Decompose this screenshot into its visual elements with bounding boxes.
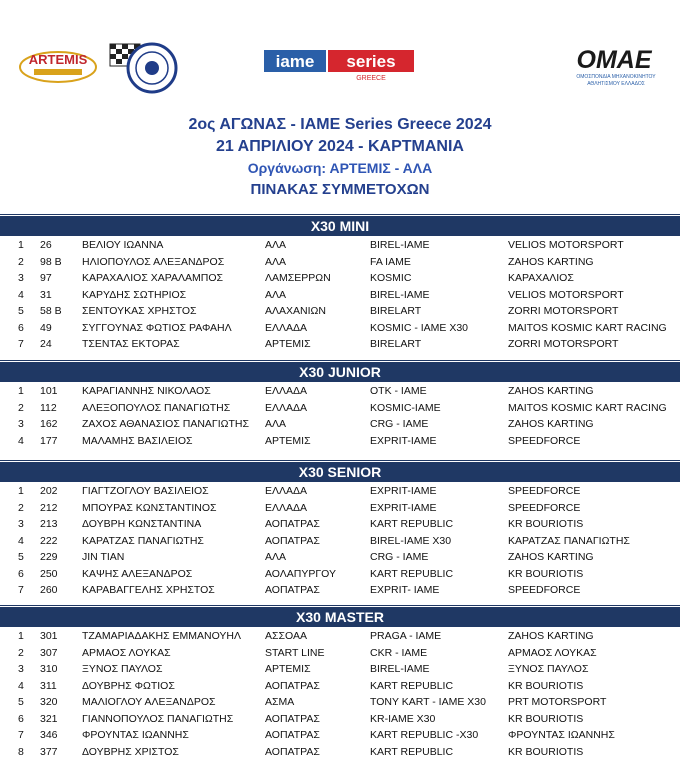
entry-number: 346	[40, 729, 58, 741]
driver-club: ΕΛΛΑΔΑ	[265, 401, 308, 414]
driver-club: ΕΛΛΑΔΑ	[265, 321, 308, 334]
entry-number: 301	[40, 630, 58, 642]
entry-position: 1	[18, 630, 24, 642]
kart-chassis: KOSMIC - IAME X30	[370, 321, 469, 334]
svg-text:GREECE: GREECE	[356, 75, 386, 82]
entry-row	[0, 303, 680, 320]
entry-row	[0, 483, 680, 500]
driver-club: START LINE	[265, 646, 325, 659]
entry-position: 5	[18, 696, 24, 708]
entry-row	[0, 549, 680, 566]
club-crest-logo	[108, 38, 180, 96]
entry-position: 3	[18, 272, 24, 284]
svg-text:iame: iame	[275, 52, 315, 71]
driver-name: ΜΠΟΥΡΑΣ ΚΩΝΣΤΑΝΤΙΝΟΣ	[82, 501, 217, 514]
team-name: KR BOURIOTIS	[508, 567, 584, 580]
team-name: KR BOURIOTIS	[508, 712, 584, 725]
entry-position: 6	[18, 712, 24, 725]
entry-row	[0, 694, 680, 711]
driver-name: ΤΣΕΝΤΑΣ ΕΚΤΟΡΑΣ	[82, 338, 180, 350]
driver-name: ΔΟΥΒΡΗΣ ΧΡΙΣΤΟΣ	[82, 745, 179, 758]
driver-club: ΑΟΠΑΤΡΑΣ	[265, 584, 320, 596]
category-header: X30 MINI	[0, 216, 680, 236]
entry-number: 320	[40, 696, 58, 708]
svg-text:ΑΘΛΗΤΙΣΜΟΥ ΕΛΛΑΔΟΣ: ΑΘΛΗΤΙΣΜΟΥ ΕΛΛΑΔΟΣ	[587, 81, 645, 87]
entry-position: 1	[18, 239, 24, 251]
driver-club: ΕΛΛΑΔΑ	[265, 501, 308, 514]
entry-row	[0, 516, 680, 533]
kart-chassis: CRG - IAME	[370, 551, 429, 563]
driver-name: ΚΑΡΑΓΙΑΝΝΗΣ ΝΙΚΟΛΑΟΣ	[82, 385, 211, 397]
entry-number: 310	[40, 663, 58, 675]
entry-position: 2	[18, 401, 24, 414]
driver-club: ΑΣΣΟΑΑ	[265, 630, 307, 642]
entry-row	[0, 320, 680, 337]
team-name: SPEEDFORCE	[508, 584, 581, 596]
entry-number: 24	[40, 338, 52, 350]
entry-number: 377	[40, 745, 58, 758]
entry-position: 3	[18, 663, 24, 675]
entry-row	[0, 533, 680, 550]
entry-position: 5	[18, 551, 24, 563]
kart-chassis: BIREL-IAME	[370, 663, 430, 675]
kart-chassis: OTK - IAME	[370, 385, 427, 397]
team-name: ΚΑΡΑΧΑΛΙΟΣ	[508, 272, 574, 284]
entry-row	[0, 645, 680, 662]
kart-chassis: EXPRIT- IAME	[370, 584, 440, 596]
entry-position: 3	[18, 518, 24, 530]
svg-text:OMAE: OMAE	[576, 46, 652, 74]
entry-row	[0, 628, 680, 645]
entry-number: 222	[40, 534, 58, 547]
entry-row	[0, 237, 680, 254]
entry-number: 250	[40, 567, 58, 580]
entry-position: 3	[18, 418, 24, 430]
entry-number: 31	[40, 288, 52, 301]
entry-position: 4	[18, 534, 24, 547]
driver-name: ΓΙΑΓΤΖΟΓΛΟΥ ΒΑΣΙΛΕΙΟΣ	[82, 485, 209, 497]
kart-chassis: KR-IAME X30	[370, 712, 436, 725]
driver-name: ΑΛΕΞΟΠΟΥΛΟΣ ΠΑΝΑΓΙΩΤΗΣ	[82, 401, 231, 414]
entry-position: 4	[18, 679, 24, 692]
driver-name: ΤΖΑΜΑΡΙΑΔΑΚΗΣ ΕΜΜΑΝΟΥΗΛ	[82, 630, 242, 642]
entry-row	[0, 336, 680, 353]
entry-position: 2	[18, 646, 24, 659]
kart-chassis: KART REPUBLIC	[370, 567, 454, 580]
entry-row	[0, 582, 680, 599]
category-header: X30 MASTER	[0, 607, 680, 627]
entry-position: 4	[18, 434, 24, 447]
driver-name: ΣΥΓΓΟΥΝΑΣ ΦΩΤΙΟΣ ΡΑΦΑΗΛ	[82, 321, 232, 334]
kart-chassis: BIREL-IAME	[370, 239, 430, 251]
kart-chassis: KART REPUBLIC	[370, 745, 454, 758]
entry-number: 101	[40, 385, 58, 397]
driver-name: ΔΟΥΒΡΗΣ ΦΩΤΙΟΣ	[82, 679, 175, 692]
kart-chassis: EXPRIT-IAME	[370, 434, 437, 447]
kart-chassis: EXPRIT-IAME	[370, 485, 437, 497]
omae-logo	[566, 40, 662, 92]
entry-position: 1	[18, 485, 24, 497]
team-name: SPEEDFORCE	[508, 485, 581, 497]
entry-row	[0, 416, 680, 433]
driver-name: ΗΛΙΟΠΟΥΛΟΣ ΑΛΕΞΑΝΔΡΟΣ	[82, 255, 225, 268]
entry-number: 97	[40, 272, 52, 284]
kart-chassis: CKR - IAME	[370, 646, 428, 659]
driver-club: ΑΡΤΕΜΙΣ	[265, 663, 311, 675]
entry-rows	[0, 383, 680, 449]
entry-position: 7	[18, 729, 24, 741]
entry-row	[0, 287, 680, 304]
document-header	[0, 114, 680, 201]
entry-position: 8	[18, 745, 24, 758]
kart-chassis: EXPRIT-IAME	[370, 501, 437, 514]
kart-chassis: FA IAME	[370, 255, 411, 268]
driver-club: ΛΑΜΣΕΡΡΩΝ	[265, 272, 331, 284]
team-name: KR BOURIOTIS	[508, 518, 584, 530]
driver-club: ΑΟΠΑΤΡΑΣ	[265, 534, 320, 547]
driver-name: ΦΡΟΥΝΤΑΣ ΙΩΑΝΝΗΣ	[82, 729, 189, 741]
driver-name: ΑΡΜΑΟΣ ΛΟΥΚΑΣ	[82, 646, 171, 659]
driver-name: ΖΑΧΟΣ ΑΘΑΝΑΣΙΟΣ ΠΑΝΑΓΙΩΤΗΣ	[82, 418, 249, 430]
kart-chassis: KOSMIC-IAME	[370, 401, 441, 414]
driver-name: ΚΑΡΑΤΖΑΣ ΠΑΝΑΓΙΩΤΗΣ	[82, 534, 204, 547]
entry-number: 162	[40, 418, 58, 430]
entry-position: 2	[18, 255, 24, 268]
entry-number: 212	[40, 501, 58, 514]
driver-name: ΓΙΑΝΝΟΠΟΥΛΟΣ ΠΑΝΑΓΙΩΤΗΣ	[82, 712, 234, 725]
team-name: KR BOURIOTIS	[508, 679, 584, 692]
entry-row	[0, 678, 680, 695]
driver-club: ΑΣΜΑ	[265, 696, 295, 708]
entry-row	[0, 400, 680, 417]
driver-name: ΚΑΡΑΧΑΛΙΟΣ ΧΑΡΑΛΑΜΠΟΣ	[82, 272, 223, 284]
entry-position: 5	[18, 305, 24, 317]
entry-rows	[0, 628, 680, 760]
entry-row	[0, 254, 680, 271]
entry-rows	[0, 483, 680, 599]
entry-position: 7	[18, 584, 24, 596]
driver-name: ΚΑΡΥΔΗΣ ΣΩΤΗΡΙΟΣ	[82, 288, 187, 301]
team-name: ZAHOS KARTING	[508, 418, 594, 430]
entry-row	[0, 433, 680, 450]
entry-list-title: ΠΙΝΑΚΑΣ ΣΥΜΜΕΤΟΧΩΝ	[250, 181, 430, 198]
driver-club: ΑΛΑ	[265, 288, 287, 301]
driver-club: ΑΛΑ	[265, 418, 287, 430]
driver-club: ΑΡΤΕΜΙΣ	[265, 338, 311, 350]
team-name: ZAHOS KARTING	[508, 630, 594, 642]
event-organizer: Οργάνωση: ΑΡΤΕΜΙΣ - ΑΛΑ	[247, 160, 433, 176]
entry-number: 202	[40, 485, 58, 497]
entry-rows	[0, 237, 680, 353]
entry-position: 4	[18, 288, 24, 301]
entry-row	[0, 711, 680, 728]
event-date-venue: 21 ΑΠΡΙΛΙΟΥ 2024 - ΚΑΡΤΜΑΝΙΑ	[216, 138, 464, 155]
team-name: VELIOS MOTORSPORT	[508, 239, 624, 251]
kart-chassis: BIRELART	[370, 338, 422, 350]
logo-strip	[0, 38, 680, 98]
category-section	[0, 216, 680, 353]
team-name: ZAHOS KARTING	[508, 551, 594, 563]
svg-text:ARTEMIS: ARTEMIS	[28, 52, 88, 67]
entry-number: 307	[40, 646, 58, 659]
driver-club: ΕΛΛΑΔΑ	[265, 385, 308, 397]
team-name: SPEEDFORCE	[508, 434, 581, 447]
category-header: X30 JUNIOR	[0, 362, 680, 382]
entry-number: 26	[40, 239, 52, 251]
team-name: MAITOS KOSMIC KART RACING	[508, 401, 667, 414]
entry-position: 6	[18, 321, 24, 334]
driver-club: ΑΛΑΧΑΝΙΩΝ	[265, 305, 326, 317]
team-name: ΚΑΡΑΤΖΑΣ ΠΑΝΑΓΙΩΤΗΣ	[508, 534, 630, 547]
entry-number: 49	[40, 321, 52, 334]
entry-number: 321	[40, 712, 58, 725]
entry-number: 98 B	[40, 255, 62, 268]
entry-row	[0, 500, 680, 517]
team-name: SPEEDFORCE	[508, 501, 581, 514]
driver-name: ΜΑΛΑΜΗΣ ΒΑΣΙΛΕΙΟΣ	[82, 434, 193, 447]
team-name: ZORRI MOTORSPORT	[508, 338, 619, 350]
team-name: ZAHOS KARTING	[508, 385, 594, 397]
entry-number: 177	[40, 434, 58, 447]
driver-name: ΜΑΛΙΟΓΛΟΥ ΑΛΕΞΑΝΔΡΟΣ	[82, 696, 216, 708]
driver-name: ΚΑΨΗΣ ΑΛΕΞΑΝΔΡΟΣ	[82, 567, 193, 580]
entry-row	[0, 661, 680, 678]
driver-club: ΑΛΑ	[265, 255, 287, 268]
driver-club: ΑΡΤΕΜΙΣ	[265, 434, 311, 447]
kart-chassis: BIRELART	[370, 305, 422, 317]
entry-row	[0, 270, 680, 287]
entry-number: 112	[40, 401, 57, 414]
driver-name: ΔΟΥΒΡΗ ΚΩΝΣΤΑΝΤΙΝΑ	[82, 518, 202, 530]
entry-row	[0, 383, 680, 400]
driver-club: ΑΟΠΑΤΡΑΣ	[265, 679, 320, 692]
team-name: VELIOS MOTORSPORT	[508, 288, 624, 301]
team-name: ΞΥΝΟΣ ΠΑΥΛΟΣ	[508, 663, 589, 675]
category-header: X30 SENIOR	[0, 462, 680, 482]
team-name: KR BOURIOTIS	[508, 745, 584, 758]
iame-series-logo	[264, 48, 416, 82]
kart-chassis: BIREL-IAME X30	[370, 534, 452, 547]
driver-club: ΑΟΠΑΤΡΑΣ	[265, 729, 320, 741]
kart-chassis: KART REPUBLIC	[370, 679, 454, 692]
driver-club: ΕΛΛΑΔΑ	[265, 485, 308, 497]
entry-number: 213	[40, 518, 58, 530]
entry-position: 6	[18, 567, 24, 580]
kart-chassis: KOSMIC	[370, 272, 412, 284]
team-name: ZAHOS KARTING	[508, 255, 594, 268]
category-section	[0, 462, 680, 599]
kart-chassis: CRG - IAME	[370, 418, 429, 430]
entry-number: 229	[40, 551, 58, 563]
team-name: ZORRI MOTORSPORT	[508, 305, 619, 317]
entry-position: 7	[18, 338, 24, 350]
category-section	[0, 362, 680, 449]
entry-position: 2	[18, 501, 24, 514]
entry-number: 260	[40, 584, 58, 596]
driver-club: ΑΟΠΑΤΡΑΣ	[265, 712, 320, 725]
kart-chassis: BIREL-IAME	[370, 288, 430, 301]
kart-chassis: TONY KART - IAME X30	[370, 696, 486, 708]
driver-club: ΑΟΛΑΠΥΡΓΟΥ	[265, 567, 336, 580]
kart-chassis: KART REPUBLIC	[370, 518, 454, 530]
driver-club: ΑΛΑ	[265, 239, 287, 251]
driver-name: JIN TIAN	[82, 551, 125, 563]
driver-club: ΑΟΠΑΤΡΑΣ	[265, 745, 320, 758]
team-name: PRT MOTORSPORT	[508, 696, 607, 708]
team-name: MAITOS KOSMIC KART RACING	[508, 321, 667, 334]
svg-text:series: series	[346, 52, 396, 71]
driver-name: ΒΕΛΙΟΥ ΙΩΑΝΝΑ	[82, 239, 164, 251]
team-name: ΑΡΜΑΟΣ ΛΟΥΚΑΣ	[508, 646, 597, 659]
svg-text:ΟΜΟΣΠΟΝΔΙΑ ΜΗΧΑΝΟΚΙΝΗΤΟΥ: ΟΜΟΣΠΟΝΔΙΑ ΜΗΧΑΝΟΚΙΝΗΤΟΥ	[576, 74, 656, 80]
entry-position: 1	[18, 385, 24, 397]
driver-name: ΣΕΝΤΟΥΚΑΣ ΧΡΗΣΤΟΣ	[82, 305, 197, 317]
kart-chassis: PRAGA - IAME	[370, 630, 442, 642]
kart-chassis: KART REPUBLIC -X30	[370, 729, 479, 741]
entry-row	[0, 566, 680, 583]
entry-number: 311	[40, 679, 57, 692]
category-section	[0, 607, 680, 760]
artemis-logo	[18, 44, 98, 90]
entry-number: 58 B	[40, 305, 62, 317]
driver-name: ΚΑΡΑΒΑΓΓΕΛΗΣ ΧΡΗΣΤΟΣ	[82, 584, 215, 596]
driver-name: ΞΥΝΟΣ ΠΑΥΛΟΣ	[82, 663, 163, 675]
team-name: ΦΡΟΥΝΤΑΣ ΙΩΑΝΝΗΣ	[508, 729, 615, 741]
entry-row	[0, 727, 680, 744]
driver-club: ΑΛΑ	[265, 551, 287, 563]
entry-row	[0, 744, 680, 761]
event-title: 2ος ΑΓΩΝΑΣ - IAME Series Greece 2024	[188, 116, 492, 133]
driver-club: ΑΟΠΑΤΡΑΣ	[265, 518, 320, 530]
